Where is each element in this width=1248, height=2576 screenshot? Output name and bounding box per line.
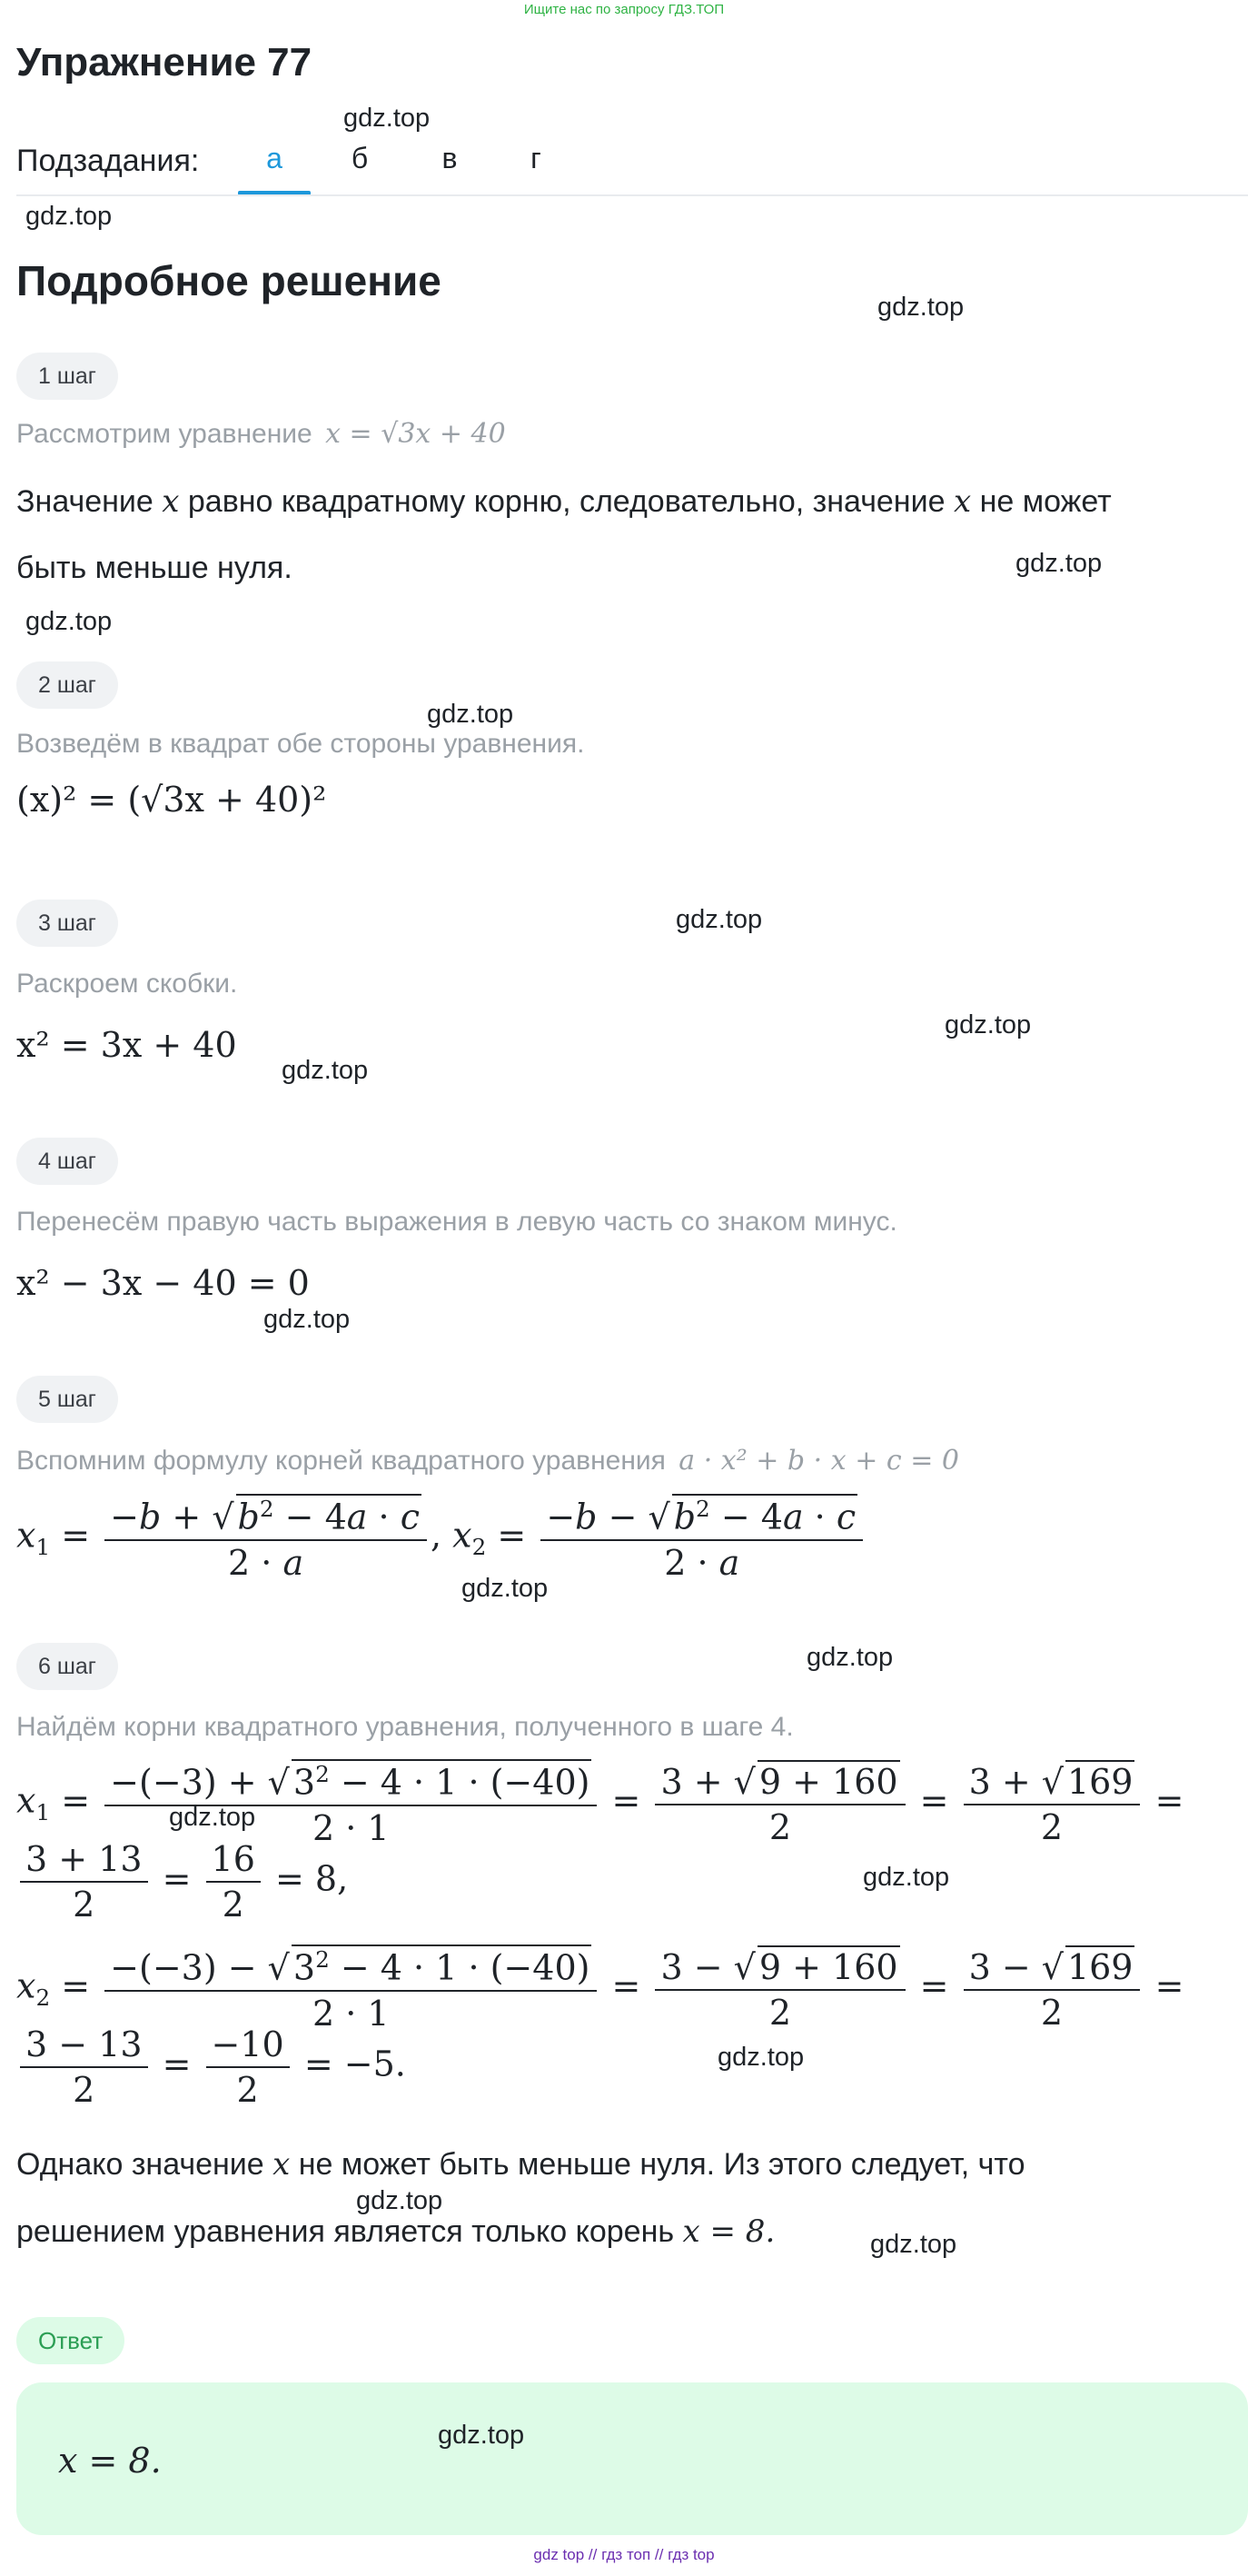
root-x1-result: $\frac{3 + 13}{2}$ = $\frac{16}{2}$ = 8,	[16, 1839, 348, 1925]
watermark: gdz.top	[877, 293, 965, 322]
watermark: gdz.top	[461, 1574, 549, 1603]
watermark: gdz.top	[676, 905, 763, 934]
tab-b[interactable]: б	[351, 142, 369, 174]
step-badge: 4 шаг	[16, 1138, 118, 1185]
watermark: gdz.top	[863, 1863, 950, 1892]
watermark: gdz.top	[343, 104, 431, 133]
watermark: gdz.top	[718, 2043, 805, 2072]
watermark: gdz.top	[25, 202, 113, 231]
page-title: Упражнение 77	[16, 40, 312, 85]
root-x1-calculation: $x_1$ = $\frac{-(-3) + √ 3^2 - 4 \cdot 1 \cdot (-40)}{2 \cdot 1}$ = $\frac{3 + √ 9 + 160}{2}$ = $\frac{3 + √ 169}{2}$ =	[16, 1761, 1184, 1848]
step-text: Рассмотрим уравнение x = √3x + 40	[16, 418, 506, 450]
step-badge: 1 шаг	[16, 353, 118, 400]
formula: (x)² = (√3x + 40)²	[16, 780, 327, 820]
watermark: gdz.top	[169, 1803, 256, 1832]
answer-value: x = 8.	[58, 2441, 162, 2481]
formula: x² = 3x + 40	[16, 1025, 237, 1065]
watermark: gdz.top	[438, 2421, 525, 2450]
step-text: Раскроем скобки.	[16, 969, 238, 999]
root-x2-result: $\frac{3 - 13}{2}$ = $\frac{-10}{2}$ = −5.	[16, 2024, 406, 2110]
conclusion-line: решением уравнения является только корень x = 8.	[16, 2213, 776, 2250]
watermark: gdz.top	[807, 1643, 894, 1672]
watermark: gdz.top	[282, 1056, 369, 1085]
subtasks-label: Подзадания:	[16, 144, 200, 178]
step-badge: 6 шаг	[16, 1643, 118, 1690]
step-text: Возведём в квадрат обе стороны уравнения.	[16, 729, 585, 759]
watermark: gdz.top	[427, 700, 514, 729]
footer-links[interactable]: gdz top // гдз топ // гдз top	[533, 2546, 715, 2563]
answer-badge: Ответ	[16, 2317, 124, 2364]
step-body: Значение x равно квадратному корню, следовательно, значение x не может	[16, 483, 1112, 520]
root-x2-calculation: $x_2$ = $\frac{-(-3) - √ 3^2 - 4 \cdot 1 \cdot (-40)}{2 \cdot 1}$ = $\frac{3 - √ 9 + 160}{2}$ = $\frac{3 - √ 169}{2}$ =	[16, 1946, 1184, 2034]
step-badge: 5 шаг	[16, 1376, 118, 1423]
tab-a[interactable]: а	[266, 142, 282, 174]
watermark: gdz.top	[945, 1010, 1032, 1039]
conclusion-line: Однако значение x не может быть меньше нуля. Из этого следует, что	[16, 2146, 1025, 2183]
step-badge: 3 шаг	[16, 900, 118, 947]
step-body: быть меньше нуля.	[16, 551, 292, 585]
step-text: Вспомним формулу корней квадратного уравнения a · x² + b · x + c = 0	[16, 1445, 959, 1477]
step-expression: x = √3x + 40	[325, 418, 506, 450]
divider	[16, 194, 1248, 196]
step-badge: 2 шаг	[16, 661, 118, 709]
watermark: gdz.top	[1015, 549, 1103, 578]
quadratic-formula: $x_1$ = $\frac{-b + √ b^2 - 4a \cdot c}{2 \cdot a}$ , $x_2$ = $\frac{-b - √ b^2 - 4a \cdot c}{2 \cdot a}$	[16, 1494, 867, 1583]
watermark: gdz.top	[870, 2230, 957, 2259]
answer-box	[16, 2382, 1248, 2535]
watermark: gdz.top	[25, 607, 113, 636]
tab-v[interactable]: в	[441, 142, 458, 174]
step-text: Перенесём правую часть выражения в левую часть со знаком минус.	[16, 1207, 897, 1237]
watermark: gdz.top	[356, 2186, 443, 2215]
step-text: Найдём корни квадратного уравнения, полученного в шаге 4.	[16, 1712, 794, 1742]
watermark: gdz.top	[263, 1305, 351, 1334]
formula: x² − 3x − 40 = 0	[16, 1263, 310, 1303]
step-expression: a · x² + b · x + c = 0	[678, 1445, 959, 1477]
tab-g[interactable]: г	[530, 142, 541, 174]
section-title: Подробное решение	[16, 257, 441, 304]
top-banner[interactable]: Ищите нас по запросу ГДЗ.ТОП	[523, 2, 725, 17]
